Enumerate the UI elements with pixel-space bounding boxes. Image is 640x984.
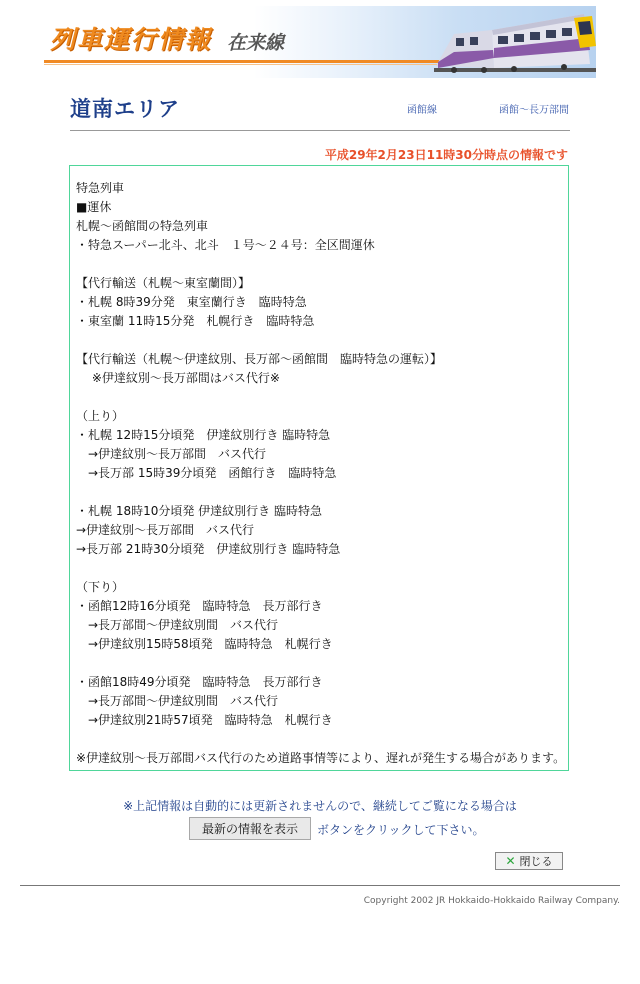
close-icon: ✕	[505, 854, 516, 868]
info-line: →長万部間～伊達紋別間 バス代行	[76, 694, 279, 708]
info-line: →伊達紋別21時57頃発 臨時特急 札幌行き	[76, 713, 333, 727]
info-line: ■運休	[76, 200, 112, 214]
banner-divider	[44, 60, 449, 63]
copyright: Copyright 2002 JR Hokkaido-Hokkaido Railway Company.	[363, 896, 620, 906]
area-title: 道南エリア	[70, 97, 180, 121]
info-line: ・札幌 8時39分発 東室蘭行き 臨時特急	[76, 295, 307, 309]
banner-title: 列車運行情報	[50, 25, 213, 54]
info-line: ・札幌 18時10分頃発 伊達紋別行き 臨時特急	[76, 504, 322, 518]
info-line: ※伊達紋別～長万部間バス代行のため道路事情等により、遅れが発生する場合があります。	[76, 751, 566, 765]
info-line: ・函館12時16分頃発 臨時特急 長万部行き	[76, 599, 323, 613]
info-line: →伊達紋別～長万部間 バス代行	[76, 523, 255, 537]
info-line: 【代行輸送（札幌～伊達紋別、長万部～函館間 臨時特急の運転）】	[76, 352, 443, 366]
info-line: 特急列車	[76, 181, 125, 195]
info-line: ・札幌 12時15分頃発 伊達紋別行き 臨時特急	[76, 428, 331, 442]
close-button-label: 閉じる	[519, 855, 553, 868]
refresh-button[interactable]: 最新の情報を表示	[189, 817, 311, 840]
info-line	[76, 331, 562, 350]
info-line: ※伊達紋別～長万部間はバス代行※	[76, 371, 280, 385]
divider-bottom	[20, 885, 620, 886]
info-line: （上り）	[76, 409, 125, 423]
info-line: →伊達紋別15時58頃発 臨時特急 札幌行き	[76, 637, 333, 651]
close-button[interactable]	[495, 852, 563, 870]
info-line	[76, 388, 562, 407]
auto-update-notice: ※上記情報は自動的には更新されませんので、継続してご覧になる場合は	[123, 799, 517, 813]
info-line: （下り）	[76, 580, 125, 594]
banner-divider-thin	[44, 64, 449, 65]
info-line	[76, 559, 562, 578]
info-line	[76, 654, 562, 673]
info-line: →長万部間～伊達紋別間 バス代行	[76, 618, 279, 632]
info-line	[76, 255, 562, 274]
line-link-hakodate[interactable]: 函館線	[407, 105, 437, 116]
banner-subtitle: 在来線	[227, 28, 284, 55]
update-timestamp: 平成29年2月23日11時30分時点の情報です	[324, 148, 568, 162]
info-line: →長万部 21時30分頃発 伊達紋別行き 臨時特急	[76, 542, 341, 556]
info-line: 札幌～函館間の特急列車	[76, 219, 209, 233]
info-line: →伊達紋別～長万部間 バス代行	[76, 447, 267, 461]
line-link-hakodate-oshamambe[interactable]: 函館～長万部間	[499, 105, 569, 116]
refresh-instruction: ボタンをクリックして下さい。	[317, 823, 485, 837]
info-line: ・函館18時49分頃発 臨時特急 長万部行き	[76, 675, 323, 689]
info-line	[76, 730, 562, 749]
train-image	[434, 6, 596, 78]
divider-top	[70, 130, 570, 131]
info-line: ・特急スーパー北斗、北斗 １号～２４号：全区間運休	[76, 238, 375, 252]
info-line: →長万部 15時39分頃発 函館行き 臨時特急	[76, 466, 337, 480]
header-banner	[44, 6, 596, 78]
info-line: ・東室蘭 11時15分発 札幌行き 臨時特急	[76, 314, 315, 328]
service-info-box	[69, 165, 569, 771]
info-line	[76, 483, 562, 502]
info-line: 【代行輸送（札幌～東室蘭間）】	[76, 276, 251, 290]
